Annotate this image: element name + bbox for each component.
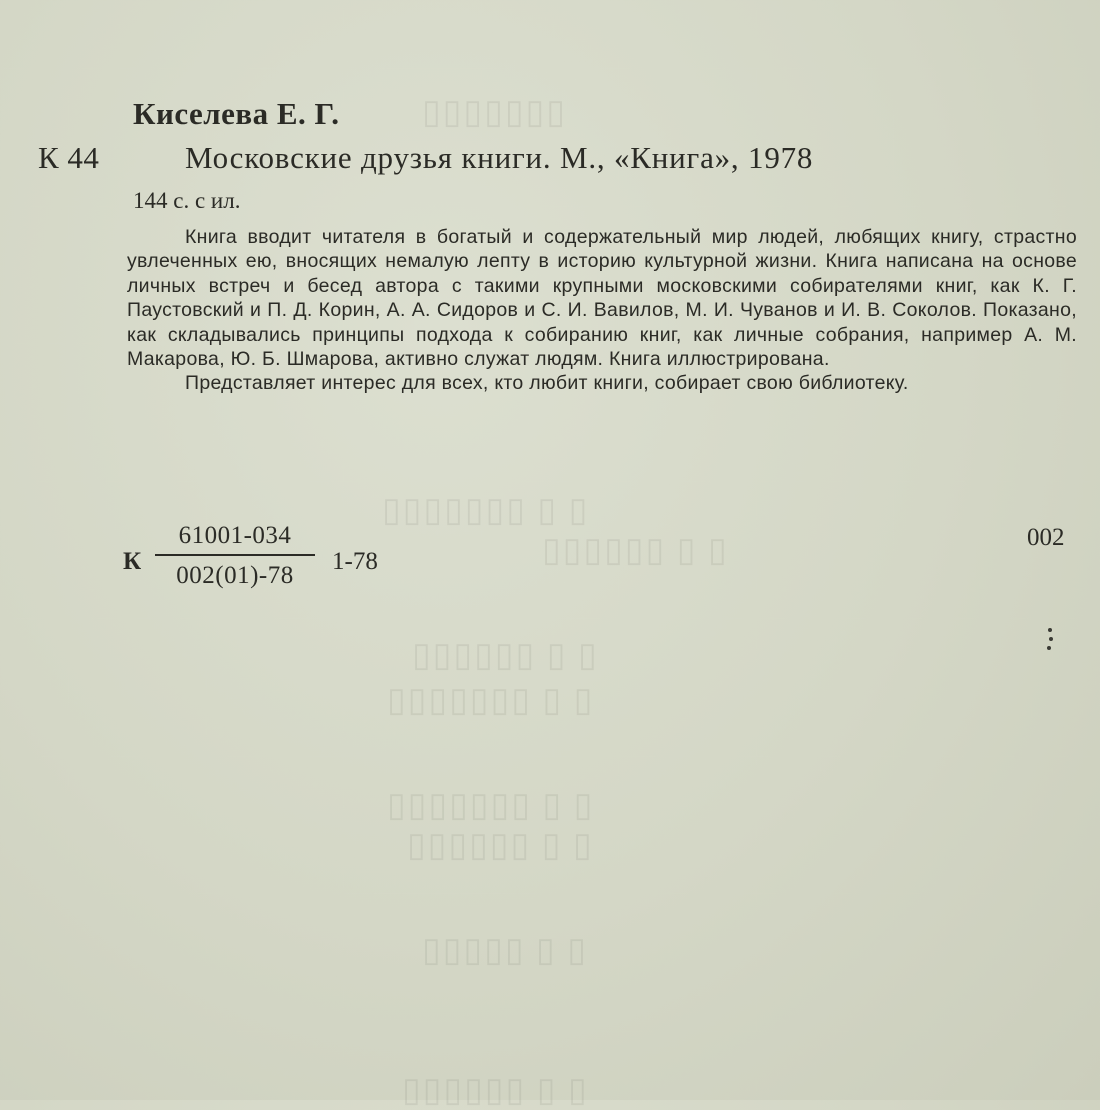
show-through-mark: ▯ ▯ ▯▯▯▯▯▯ bbox=[410, 637, 597, 674]
show-through-mark: ▯ ▯ ▯▯▯▯▯▯ bbox=[540, 532, 727, 569]
show-through-mark: ▯ ▯ ▯▯▯▯▯▯▯ bbox=[385, 787, 593, 824]
show-through-mark: ▯▯▯▯▯▯▯ bbox=[420, 94, 565, 131]
title-imprint: Московские друзья книги. М., «Книга», 1978 bbox=[185, 140, 814, 175]
annotation-paragraph: Книга вводит читателя в богатый и содержательный мир людей, любящих книгу, страстно увлеченных ею, вносящих немалую лепту в историю культурной жизни. Книга написана на основе личных встреч и бесед автора с такими крупными московскими собирателями книг, как К. Г. Паустовский и П. Д. Корин, А. А. Сидоров и С. И. Вавилов, М. И. Чуванов и И. В. Соколов. Показано, как складывались принципы подхода к собиранию книг, как личные собрания, например А. М. Макарова, Ю. Б. Шмарова, активно служат людям. Книга иллюстрирована. bbox=[127, 226, 1077, 371]
show-through-mark: ▯ ▯ ▯▯▯▯▯▯▯ bbox=[385, 682, 593, 719]
index-suffix: 1-78 bbox=[332, 548, 378, 575]
index-fraction bbox=[155, 522, 315, 590]
show-through-mark: ▯ ▯ ▯▯▯▯▯▯▯ bbox=[380, 492, 588, 529]
author-name: Киселева Е. Г. bbox=[133, 96, 340, 131]
annotation bbox=[127, 225, 1077, 396]
annotation-paragraph: Представляет интерес для всех, кто любит книги, собирает свою библиотеку. bbox=[185, 372, 909, 395]
show-through-mark: ▯ ▯ ▯▯▯▯▯▯ bbox=[400, 1072, 587, 1109]
index-denominator: 002(01)-78 bbox=[176, 562, 294, 589]
ink-speck bbox=[1047, 628, 1053, 654]
index-numerator: 61001-034 bbox=[155, 522, 315, 556]
show-through-mark: ▯ ▯ ▯▯▯▯▯ bbox=[420, 932, 586, 969]
price-code: 002 bbox=[1027, 524, 1065, 551]
index-letter: К bbox=[123, 548, 142, 575]
show-through-mark: ▯ ▯ ▯▯▯▯▯▯ bbox=[405, 827, 592, 864]
pagination: 144 с. с ил. bbox=[133, 188, 241, 213]
classification-code: К 44 bbox=[38, 140, 100, 175]
